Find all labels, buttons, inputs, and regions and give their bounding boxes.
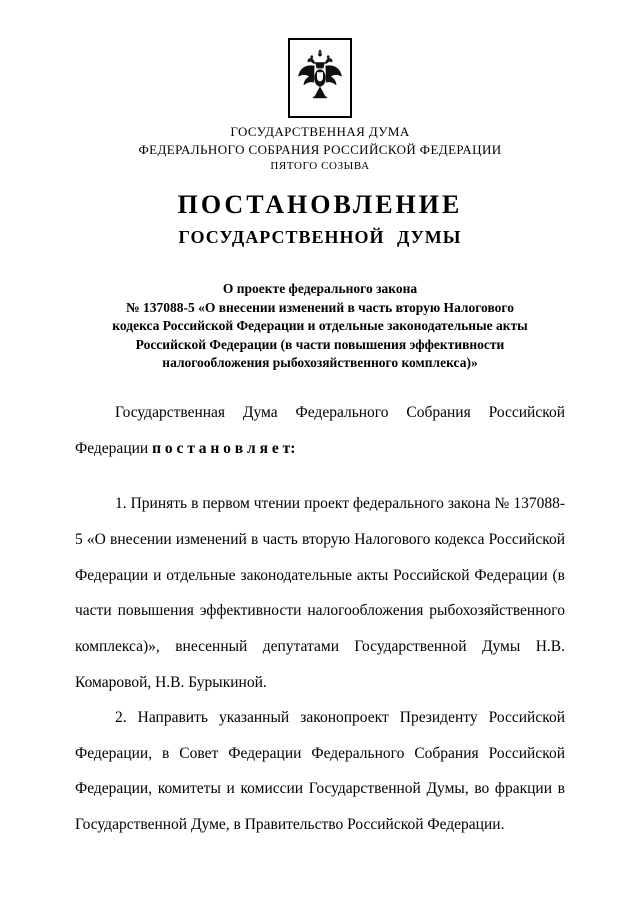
letterhead-line-1: ГОСУДАРСТВЕННАЯ ДУМА <box>230 124 410 139</box>
document-title: ПОСТАНОВЛЕНИЕ <box>177 189 463 219</box>
resolution-item-1: 1. Принять в первом чтении проект федерального закона № 137088-5 «О внесении изменений в часть вторую Налогового кодекса Российской Федерации и отдельные законодательные акты Российской Федерации (в части повышения эффективности налогообложения рыбохозяйственного комплекса)», внесенный депутатами Государственной Думы Н.В. Комаровой, Н.В. Бурыкиной. <box>75 495 565 691</box>
letterhead-line-2: ФЕДЕРАЛЬНОГО СОБРАНИЯ РОССИЙСКОЙ ФЕДЕРАЦИИ <box>138 141 502 157</box>
letterhead-line-3: ПЯТОГО СОЗЫВА <box>270 160 370 173</box>
intro-resolves-word: п о с т а н о в л я е т: <box>152 439 296 457</box>
document-subtitle: ГОСУДАРСТВЕННОЙ ДУМЫ <box>178 226 462 247</box>
coat-of-arms-box <box>288 38 352 118</box>
letterhead <box>75 123 565 174</box>
document-body <box>75 395 565 843</box>
coat-of-arms-icon <box>296 47 344 109</box>
subject-line: кодекса Российской Федерации и отдельные законодательные акты <box>112 318 528 334</box>
subject-block <box>75 280 565 373</box>
intro-paragraph <box>75 395 565 466</box>
intro-text: Государственная Дума Федерального Собрания Российской Федерации <box>75 404 565 457</box>
emblem-container <box>75 38 565 118</box>
subject-line: налогообложения рыбохозяйственного комплекса)» <box>162 355 478 371</box>
resolution-item-2: 2. Направить указанный законопроект Президенту Российской Федерации, в Совет Федерации Федерального Собрания Российской Федерации, комитеты и комиссии Государственной Думы, во фракции в Государственной Думе, в Правительство Российской Федерации. <box>75 709 565 834</box>
subject-line: О проекте федерального закона <box>222 280 418 296</box>
subject-line: Российской Федерации (в части повышения эффективности <box>135 336 505 352</box>
subject-line: № 137088-5 «О внесении изменений в часть вторую Налогового <box>126 299 514 315</box>
